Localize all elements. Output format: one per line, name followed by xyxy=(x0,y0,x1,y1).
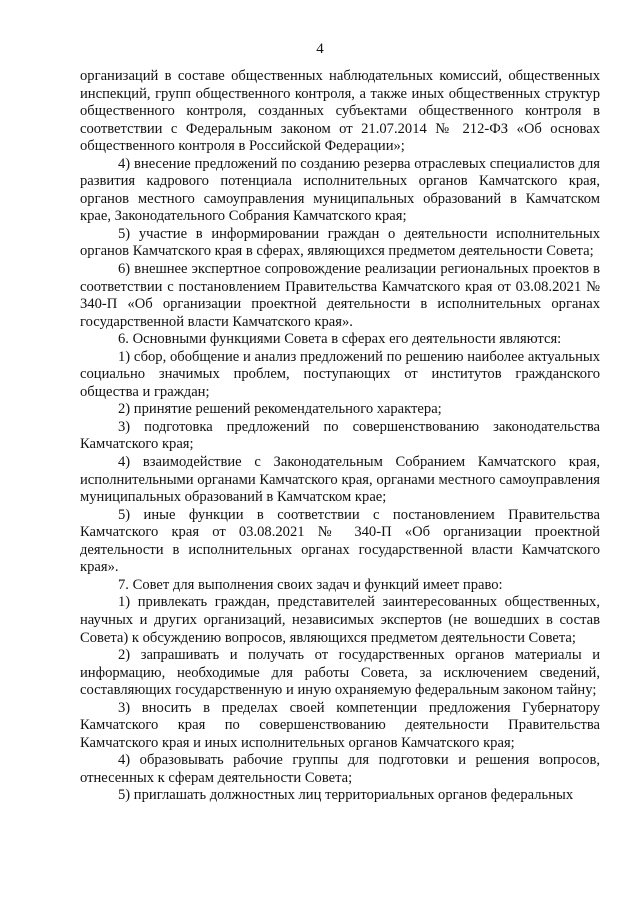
paragraph-right-4: 4) образовывать рабочие группы для подготовки и решения вопросов, отнесенных к сферам деятельности Совета; xyxy=(80,752,600,786)
paragraph-function-3: 3) подготовка предложений по совершенствованию законодательства Камчатского края; xyxy=(80,418,600,453)
paragraph-right-3: 3) вносить в пределах своей компетенции предложения Губернатору Камчатского края по совершенствованию деятельности Правительства Камчатского края и иных исполнительных органов Камчатского края; xyxy=(80,699,600,751)
paragraph-right-1: 1) привлекать граждан, представителей заинтересованных общественных, научных и других организаций, независимых экспертов (не вошедших в состав Совета) к обсуждению вопросов, являющихся предметом деятельности Совета; xyxy=(80,594,600,646)
paragraph-section-7-heading: 7. Совет для выполнения своих задач и функций имеет право: xyxy=(118,576,503,593)
paragraph-item-6-expert-support: 6) внешнее экспертное сопровождение реализации региональных проектов в соответствии с постановлением Правительства Камчатского края от 03.08.2021 № 340-П «Об организации проектной деятельности в исполнительных органах государственной власти Камчатского края». xyxy=(80,261,600,330)
paragraph-function-2: 2) принятие решений рекомендательного характера; xyxy=(118,401,442,418)
paragraph-right-2: 2) запрашивать и получать от государственных органов материалы и информацию, необходимые для работы Совета, за исключением сведений, составляющих государственную и иную охраняемую федеральным законом тайну; xyxy=(80,647,600,699)
paragraph-function-4: 4) взаимодействие с Законодательным Собранием Камчатского края, исполнительными органами Камчатского края, органами местного самоуправления муниципальных образований в Камчатском крае; xyxy=(80,454,600,506)
document-body xyxy=(80,68,600,805)
paragraph-item-4-reserve: 4) внесение предложений по созданию резерва отраслевых специалистов для развития кадрового потенциала исполнительных органов Камчатского края, органов местного самоуправления муниципальных образований в Камчатском крае, Законодательного Собрания Камчатского края; xyxy=(80,155,600,225)
paragraph-function-1: 1) сбор, обобщение и анализ предложений по решению наиболее актуальных социально значимых проблем, поступающих от институтов гражданского общества и граждан; xyxy=(80,348,600,400)
paragraph-section-6-heading: 6. Основными функциями Совета в сферах его деятельности являются: xyxy=(118,331,562,348)
paragraph-right-5: 5) приглашать должностных лиц территориальных органов федеральных xyxy=(118,787,574,804)
page-number: 4 xyxy=(316,41,324,57)
paragraph-continuation: организаций в составе общественных наблюдательных комиссий, общественных инспекций, групп общественного контроля, а также иных общественных структур общественного контроля, созданных субъектами общественного контроля в соответствии с Федеральным законом от 21.07.2014 № 212-ФЗ «Об основах общественного контроля в Российской Федерации»; xyxy=(80,68,600,155)
paragraph-item-5-informing: 5) участие в информировании граждан о деятельности исполнительных органов Камчатского края в сферах, являющихся предметом деятельности Совета; xyxy=(80,225,600,260)
paragraph-function-5: 5) иные функции в соответствии с постановлением Правительства Камчатского края от 03.08.2021 № 340-П «Об организации проектной деятельности в исполнительных органах государственной власти Камчатского края». xyxy=(80,506,600,576)
